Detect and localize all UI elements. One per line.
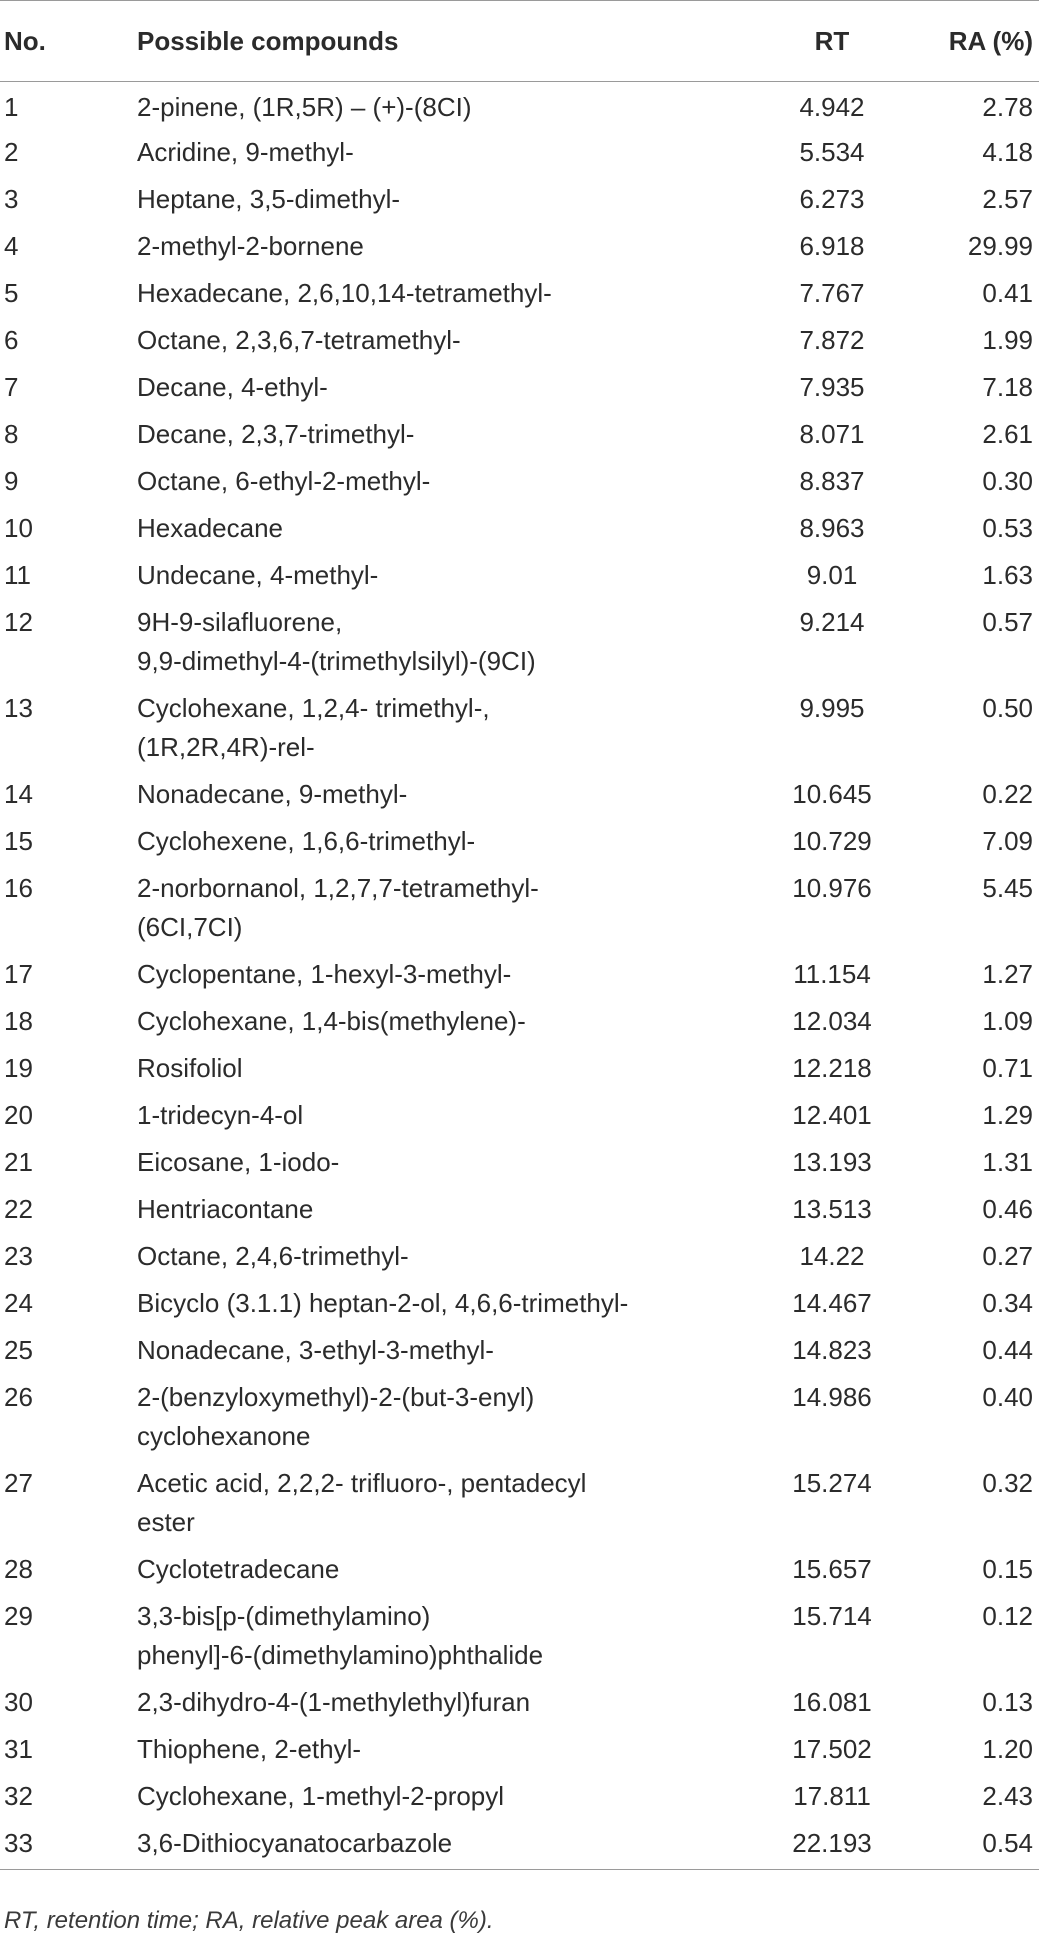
cell-ra: 0.27	[982, 1240, 1033, 1271]
cell-compound	[137, 1773, 752, 1820]
compound-name-line: (6CI,7CI)	[137, 911, 243, 942]
cell-no: 7	[4, 371, 19, 402]
compound-name-line: Octane, 2,4,6-trimethyl-	[137, 1240, 409, 1271]
cell-no: 18	[4, 1005, 33, 1036]
cell-compound	[137, 1233, 752, 1280]
cell-rt: 5.534	[799, 136, 865, 167]
table-row	[0, 1773, 1039, 1820]
cell-no: 6	[4, 324, 19, 355]
cell-compound	[137, 1186, 752, 1233]
cell-ra: 0.15	[982, 1553, 1033, 1584]
cell-rt: 6.918	[799, 230, 865, 261]
cell-rt: 9.01	[806, 559, 858, 590]
cell-compound	[137, 458, 752, 505]
table-row	[0, 1092, 1039, 1139]
cell-no: 9	[4, 465, 19, 496]
table-row	[0, 1233, 1039, 1280]
table-row	[0, 685, 1039, 771]
compound-name-line: Hentriacontane	[137, 1193, 314, 1224]
cell-ra: 0.40	[982, 1381, 1033, 1412]
cell-no: 16	[4, 872, 33, 903]
cell-no: 1	[4, 92, 19, 122]
cell-ra: 2.78	[982, 92, 1033, 122]
compound-name-line: 1-tridecyn-4-ol	[137, 1099, 304, 1130]
compound-name-line: Eicosane, 1-iodo-	[137, 1146, 340, 1177]
cell-compound	[137, 1045, 752, 1092]
cell-compound	[137, 1546, 752, 1593]
table-row	[0, 364, 1039, 411]
table-row	[0, 1546, 1039, 1593]
cell-rt: 8.837	[799, 465, 865, 496]
cell-compound	[137, 599, 752, 685]
compound-name-line: phenyl]-6-(dimethylamino)phthalide	[137, 1639, 544, 1670]
table-row	[0, 411, 1039, 458]
compound-name-line: Octane, 2,3,6,7-tetramethyl-	[137, 324, 461, 355]
table-row	[0, 223, 1039, 270]
table-row	[0, 998, 1039, 1045]
compound-name-line: Hexadecane, 2,6,10,14-tetramethyl-	[137, 277, 552, 308]
cell-rt: 7.872	[799, 324, 865, 355]
cell-compound	[137, 1593, 752, 1679]
cell-rt: 10.645	[792, 778, 872, 809]
cell-no: 32	[4, 1780, 33, 1811]
cell-ra: 0.46	[982, 1193, 1033, 1224]
compound-name-line: 3,6-Dithiocyanatocarbazole	[137, 1827, 453, 1858]
table-row	[0, 1460, 1039, 1546]
cell-ra: 0.44	[982, 1334, 1033, 1365]
cell-ra: 1.20	[982, 1733, 1033, 1764]
cell-ra: 2.43	[982, 1780, 1033, 1811]
table-row	[0, 458, 1039, 505]
cell-compound	[137, 1679, 752, 1726]
cell-ra: 0.41	[982, 277, 1033, 308]
cell-no: 29	[4, 1600, 33, 1631]
table-row	[0, 552, 1039, 599]
table-row	[0, 505, 1039, 552]
cell-no: 10	[4, 512, 33, 543]
compound-name-line: Acridine, 9-methyl-	[137, 136, 354, 167]
table-row	[0, 951, 1039, 998]
cell-rt: 14.986	[792, 1381, 872, 1412]
compound-name-line: 2,3-dihydro-4-(1-methylethyl)furan	[137, 1686, 531, 1717]
cell-compound	[137, 1374, 752, 1460]
cell-compound	[137, 364, 752, 411]
table-row	[0, 865, 1039, 951]
cell-compound	[137, 1280, 752, 1327]
cell-compound	[137, 951, 752, 998]
table-row	[0, 1139, 1039, 1186]
cell-rt: 8.071	[799, 418, 865, 449]
compound-name-line: Octane, 6-ethyl-2-methyl-	[137, 465, 431, 496]
cell-no: 21	[4, 1146, 33, 1177]
table-row	[0, 1327, 1039, 1374]
cell-compound	[137, 129, 752, 176]
cell-rt: 12.401	[792, 1099, 872, 1130]
cell-compound	[137, 552, 752, 599]
cell-no: 28	[4, 1553, 33, 1584]
table-row	[0, 129, 1039, 176]
cell-rt: 15.714	[792, 1600, 872, 1631]
cell-rt: 13.513	[792, 1193, 872, 1224]
cell-no: 8	[4, 418, 19, 449]
cell-no: 3	[4, 183, 19, 214]
header-compound: Possible compounds	[137, 1, 752, 82]
cell-no: 15	[4, 825, 33, 856]
header-ra: RA (%)	[912, 1, 1039, 82]
cell-rt: 12.218	[792, 1052, 872, 1083]
compound-name-line: Decane, 2,3,7-trimethyl-	[137, 418, 415, 449]
cell-rt: 16.081	[792, 1686, 872, 1717]
cell-ra: 29.99	[967, 230, 1033, 261]
cell-no: 20	[4, 1099, 33, 1130]
compound-name-line: Nonadecane, 3-ethyl-3-methyl-	[137, 1334, 494, 1365]
compound-name-line: (1R,2R,4R)-rel-	[137, 731, 315, 762]
cell-no: 14	[4, 778, 33, 809]
cell-rt: 6.273	[799, 183, 865, 214]
cell-no: 12	[4, 606, 33, 637]
compound-name-line: Heptane, 3,5-dimethyl-	[137, 183, 401, 214]
cell-no: 13	[4, 692, 33, 723]
table-row	[0, 270, 1039, 317]
cell-compound	[137, 411, 752, 458]
cell-ra: 0.22	[982, 778, 1033, 809]
cell-ra: 0.57	[982, 606, 1033, 637]
table-row	[0, 1679, 1039, 1726]
cell-ra: 1.29	[982, 1099, 1033, 1130]
cell-ra: 0.12	[982, 1600, 1033, 1631]
cell-rt: 7.935	[799, 371, 865, 402]
cell-compound	[137, 270, 752, 317]
header-row	[0, 1, 1039, 82]
table-row	[0, 1280, 1039, 1327]
cell-rt: 10.976	[792, 872, 872, 903]
compound-name-line: 3,3-bis[p-(dimethylamino)	[137, 1600, 431, 1631]
cell-ra: 2.61	[982, 418, 1033, 449]
cell-no: 4	[4, 230, 19, 261]
cell-ra: 1.31	[982, 1146, 1033, 1177]
header-no: No.	[0, 1, 137, 82]
cell-ra: 1.27	[982, 958, 1033, 989]
cell-compound	[137, 505, 752, 552]
compound-name-line: Cyclohexane, 1,2,4- trimethyl-,	[137, 692, 490, 723]
table-header	[0, 1, 1039, 82]
cell-ra: 7.18	[982, 371, 1033, 402]
table-row	[0, 1820, 1039, 1870]
cell-compound	[137, 1092, 752, 1139]
cell-no: 33	[0, 1820, 137, 1870]
cell-rt: 14.823	[792, 1334, 872, 1365]
cell-rt: 17.811	[793, 1780, 871, 1811]
table-row	[0, 1186, 1039, 1233]
compound-name-line: Hexadecane	[137, 512, 283, 543]
table-body	[0, 82, 1039, 1870]
cell-compound	[137, 865, 752, 951]
cell-rt: 7.767	[799, 277, 865, 308]
cell-compound	[137, 818, 752, 865]
cell-rt: 4.942	[799, 92, 865, 122]
compound-name-line: 2-norbornanol, 1,2,7,7-tetramethyl-	[137, 872, 539, 903]
cell-no: 2	[4, 136, 19, 167]
cell-no: 5	[4, 277, 19, 308]
cell-compound	[137, 1820, 752, 1870]
cell-rt: 14.467	[792, 1287, 872, 1318]
cell-rt: 17.502	[792, 1733, 872, 1764]
compound-name-line: Cyclohexene, 1,6,6-trimethyl-	[137, 825, 476, 856]
cell-no: 17	[4, 958, 33, 989]
compound-name-line: Cyclotetradecane	[137, 1553, 340, 1584]
cell-rt: 12.034	[792, 1005, 872, 1036]
cell-no: 25	[4, 1334, 33, 1365]
cell-rt: 22.193	[752, 1820, 912, 1870]
compound-name-line: Thiophene, 2-ethyl-	[137, 1733, 362, 1764]
cell-rt: 9.995	[799, 692, 865, 723]
compound-name-line: 2-pinene, (1R,5R) – (+)-(8CI)	[137, 92, 472, 122]
cell-compound	[137, 317, 752, 364]
table-row	[0, 771, 1039, 818]
cell-rt: 11.154	[793, 958, 871, 989]
cell-no: 23	[4, 1240, 33, 1271]
header-rt: RT	[752, 1, 912, 82]
cell-compound	[137, 1327, 752, 1374]
cell-rt: 15.657	[792, 1553, 872, 1584]
cell-ra: 0.34	[982, 1287, 1033, 1318]
cell-compound	[137, 82, 752, 129]
cell-no: 11	[4, 559, 31, 590]
cell-no: 26	[4, 1381, 33, 1412]
cell-no: 22	[4, 1193, 33, 1224]
cell-rt: 9.214	[799, 606, 865, 637]
compound-name-line: Decane, 4-ethyl-	[137, 371, 328, 402]
compound-name-line: 9,9-dimethyl-4-(trimethylsilyl)-(9CI)	[137, 645, 536, 676]
compound-name-line: cyclohexanone	[137, 1420, 311, 1451]
cell-compound	[137, 223, 752, 270]
cell-compound	[137, 685, 752, 771]
compound-name-line: Cyclopentane, 1-hexyl-3-methyl-	[137, 958, 512, 989]
compound-name-line: 2-(benzyloxymethyl)-2-(but-3-enyl)	[137, 1381, 535, 1412]
table-footnote: RT, retention time; RA, relative peak area (%).	[4, 1907, 494, 1934]
table-row	[0, 818, 1039, 865]
cell-ra: 0.53	[982, 512, 1033, 543]
cell-rt: 14.22	[799, 1240, 865, 1271]
compound-name-line: Bicyclo (3.1.1) heptan-2-ol, 4,6,6-trimethyl-	[137, 1287, 629, 1318]
table-row	[0, 317, 1039, 364]
cell-compound	[137, 1139, 752, 1186]
cell-ra: 1.09	[982, 1005, 1033, 1036]
cell-ra: 0.32	[982, 1467, 1033, 1498]
table-row	[0, 1593, 1039, 1679]
cell-ra: 2.57	[982, 183, 1033, 214]
cell-rt: 15.274	[792, 1467, 872, 1498]
table-row	[0, 82, 1039, 129]
compound-name-line: Undecane, 4-methyl-	[137, 559, 379, 590]
cell-compound	[137, 1726, 752, 1773]
cell-ra: 5.45	[982, 872, 1033, 903]
compound-name-line: Cyclohexane, 1,4-bis(methylene)-	[137, 1005, 526, 1036]
cell-compound	[137, 1460, 752, 1546]
cell-rt: 8.963	[799, 512, 865, 543]
compound-name-line: Rosifoliol	[137, 1052, 243, 1083]
compound-name-line: 2-methyl-2-bornene	[137, 230, 364, 261]
cell-no: 30	[4, 1686, 33, 1717]
cell-ra: 0.13	[982, 1686, 1033, 1717]
compound-name-line: 9H-9-silafluorene,	[137, 606, 343, 637]
cell-no: 19	[4, 1052, 33, 1083]
cell-compound	[137, 771, 752, 818]
cell-ra: 7.09	[982, 825, 1033, 856]
table-row	[0, 599, 1039, 685]
table-row	[0, 1045, 1039, 1092]
table-row	[0, 1374, 1039, 1460]
cell-ra: 1.99	[982, 324, 1033, 355]
cell-rt: 10.729	[792, 825, 872, 856]
cell-ra: 4.18	[982, 136, 1033, 167]
cell-ra: 1.63	[982, 559, 1033, 590]
cell-ra: 0.54	[912, 1820, 1039, 1870]
cell-rt: 13.193	[792, 1146, 872, 1177]
cell-compound	[137, 176, 752, 223]
cell-no: 31	[4, 1733, 33, 1764]
cell-no: 27	[4, 1467, 33, 1498]
compound-name-line: Acetic acid, 2,2,2- trifluoro-, pentadecyl	[137, 1467, 587, 1498]
cell-no: 24	[4, 1287, 33, 1318]
compound-name-line: Nonadecane, 9-methyl-	[137, 778, 408, 809]
cell-ra: 0.50	[982, 692, 1033, 723]
cell-ra: 0.30	[982, 465, 1033, 496]
cell-compound	[137, 998, 752, 1045]
table-row	[0, 176, 1039, 223]
compound-name-line: ester	[137, 1506, 195, 1537]
table-row	[0, 1726, 1039, 1773]
compound-name-line: Cyclohexane, 1-methyl-2-propyl	[137, 1780, 505, 1811]
cell-ra: 0.71	[982, 1052, 1033, 1083]
